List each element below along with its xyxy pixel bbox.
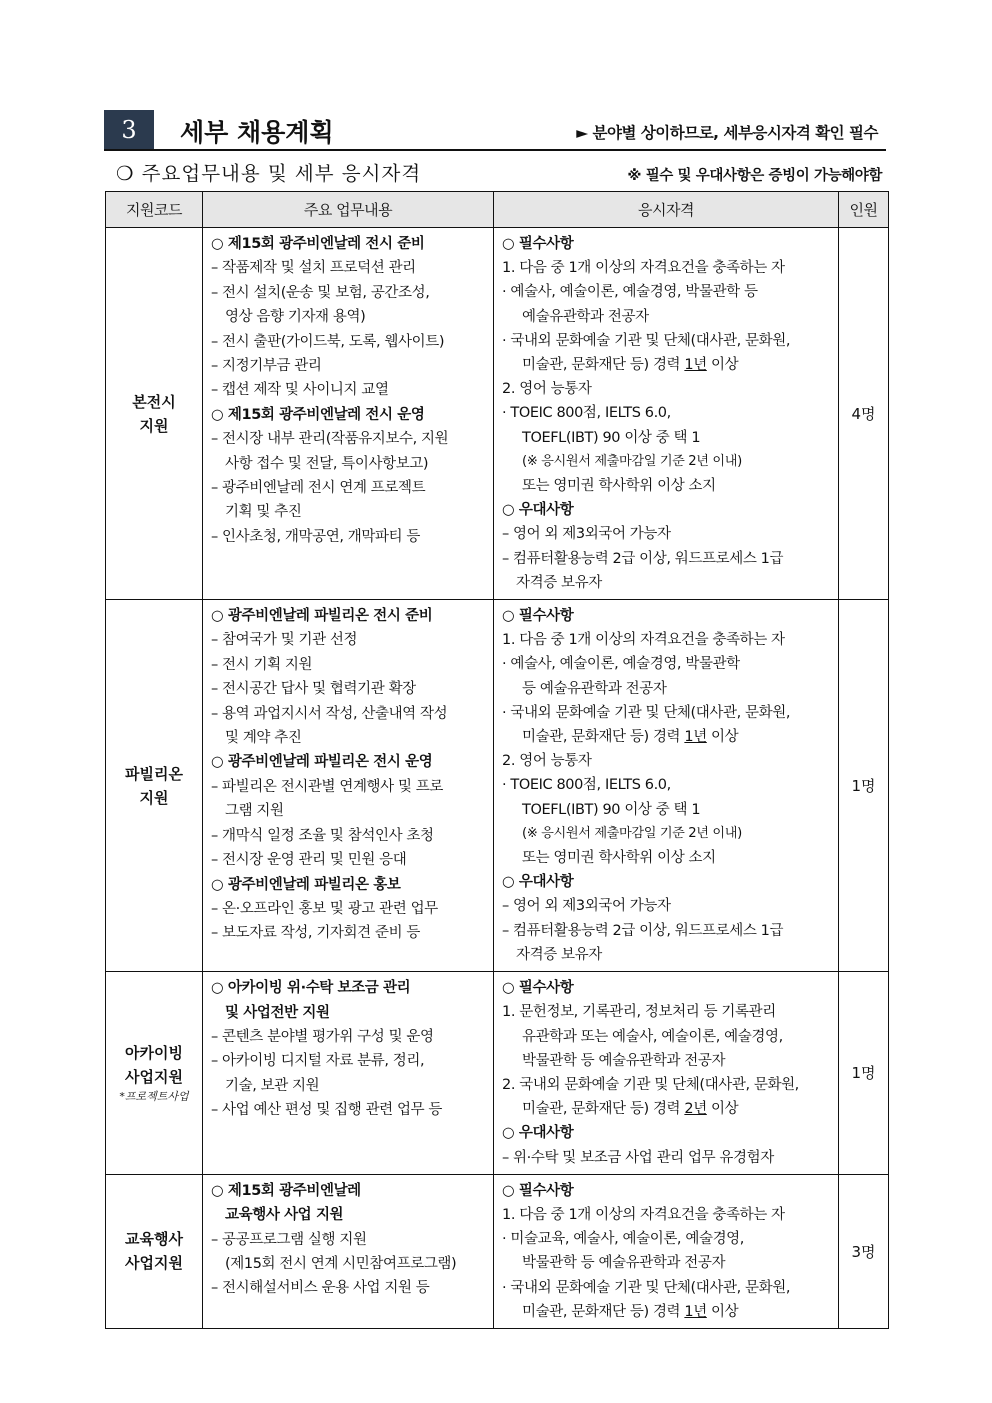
qual-line [502,725,834,749]
task-line [211,750,489,774]
col-header-tasks: 주요 업무내용 [203,192,494,228]
qual-line [502,919,834,943]
qual-line [502,401,834,425]
cell-tasks [203,600,494,972]
code-line: 아카이빙 [125,1043,183,1062]
line-text: – 용역 과업지시서 작성, 산출내역 작성 [211,705,448,722]
subsection-title: ❍ 주요업무내용 및 세부 응시자격 [116,162,422,185]
line-text: 및 계약 추진 [225,730,302,747]
code-line: 본전시 [132,392,176,411]
task-line [211,921,489,945]
line-text: 2. 영어 능통자 [502,753,592,770]
line-text: ○ 필수사항 [502,980,574,997]
qual-line [502,571,834,595]
line-text: 예술유관학과 전공자 [522,308,649,325]
qual-line [502,353,834,377]
line-text: 유관학과 또는 예술사, 예술이론, 예술경영, [522,1028,783,1045]
line-text: 박물관학 등 예술유관학과 전공자 [522,1255,726,1272]
task-line [211,824,489,848]
line-text: – 전시장 운영 관리 및 민원 응대 [211,852,407,869]
task-line [211,1203,489,1227]
line-text: – 전시장 내부 관리(작품유지보수, 지원 [211,431,449,448]
code-note: *프로젝트사업 [119,1089,189,1103]
task-line [211,726,489,750]
qual-line [502,677,834,701]
section-note: ► 분야별 상이하므로, 세부응시자격 확인 필수 [576,124,878,142]
task-line [211,775,489,799]
qual-line [502,377,834,401]
table-header-row [106,192,889,228]
task-line [211,873,489,897]
line-text: – 컴퓨터활용능력 2급 이상, 워드프로세스 1급 [502,922,784,939]
line-text: · 미술교육, 예술사, 예술이론, 예술경영, [502,1231,744,1248]
line-text: (※ 응시원서 제출마감일 기준 2년 이내) [522,453,742,469]
task-line [211,427,489,451]
line-text: 영상 음향 기자재 용역) [225,309,366,326]
task-line [211,232,489,256]
cell-tasks [203,228,494,600]
table-row [106,600,889,972]
line-text: – 지정기부금 관리 [211,358,322,375]
line-text: · 예술사, 예술이론, 예술경영, 박물관학 등 [502,284,758,301]
qual-line [502,749,834,773]
line-text: 미술관, 문화재단 등) 경력 [522,357,685,374]
line-text: 1. 다음 중 1개 이상의 자격요건을 충족하는 자 [502,632,785,649]
line-text-after: 이상 [706,1303,739,1320]
line-text: · TOEIC 800점, IELTS 6.0, [502,777,671,794]
qual-line [502,232,834,256]
line-text: – 참여국가 및 기관 선정 [211,632,358,649]
task-line [211,354,489,378]
line-text: – 전시 출판(가이드북, 도록, 웹사이트) [211,333,445,350]
line-text: 사항 접수 및 전달, 특이사항보고) [225,455,429,472]
qual-line [502,701,834,725]
task-line [211,677,489,701]
section-header [104,107,886,151]
line-text: – 전시 기획 지원 [211,656,313,673]
subsection-note: ※ 필수 및 우대사항은 증빙이 가능해야함 [627,168,882,184]
underlined-years: 1년 [684,357,707,374]
line-text: – 파빌리온 전시관별 연계행사 및 프로 [211,778,443,795]
task-line [211,525,489,549]
task-line [211,604,489,628]
qual-line [502,1203,834,1227]
line-text-after: 이상 [706,1101,739,1118]
qual-line [502,894,834,918]
cell-qualifications [494,1174,839,1328]
col-header-count: 인원 [839,192,889,228]
qual-line [502,652,834,676]
line-text: – 캡션 제작 및 사이니지 교열 [211,382,389,399]
line-text: ○ 우대사항 [502,502,574,519]
qual-line [502,870,834,894]
col-header-code: 지원코드 [106,192,203,228]
code-line: 교육행사 [125,1230,183,1249]
task-line [211,897,489,921]
task-line [211,1001,489,1025]
cell-tasks [203,972,494,1175]
task-line [211,330,489,354]
task-line [211,281,489,305]
qual-line [502,1179,834,1203]
qual-line [502,474,834,498]
line-text: 자격증 보유자 [516,946,602,963]
code-line: 사업지원 [125,1254,183,1273]
line-text: – 전시공간 답사 및 협력기관 확장 [211,681,416,698]
line-text: 기술, 보관 지원 [225,1077,320,1094]
qual-line [502,522,834,546]
line-text: (제15회 전시 연계 시민참여프로그램) [225,1255,457,1272]
underlined-years: 2년 [684,1101,707,1118]
line-text: 및 사업전반 지원 [225,1004,330,1021]
task-line [211,1228,489,1252]
task-line [211,378,489,402]
line-text: – 영어 외 제3외국어 가능자 [502,526,671,543]
line-text: – 영어 외 제3외국어 가능자 [502,898,671,915]
qual-line [502,798,834,822]
cell-qualifications [494,972,839,1175]
qual-line [502,329,834,353]
line-text: ○ 우대사항 [502,874,574,891]
line-text: ○ 필수사항 [502,236,574,252]
cell-code [106,228,203,600]
code-line: 지원 [139,416,169,435]
qual-line [502,1025,834,1049]
task-line [211,628,489,652]
recruitment-table [105,191,889,1329]
qual-line [502,450,834,474]
line-text: – 개막식 일정 조율 및 참석인사 초청 [211,827,434,844]
task-line [211,653,489,677]
line-text: 기획 및 추진 [225,504,302,521]
line-text: ○ 제15회 광주비엔날레 전시 준비 [211,236,425,252]
task-line [211,1074,489,1098]
cell-qualifications [494,600,839,972]
qual-line [502,498,834,522]
line-text-after: 이상 [706,357,739,374]
line-text: 1. 다음 중 1개 이상의 자격요건을 충족하는 자 [502,260,785,277]
line-text: 1. 문헌정보, 기록관리, 정보처리 등 기록관리 [502,1004,776,1021]
line-text: – 보도자료 작성, 기자회견 준비 등 [211,925,420,942]
line-text: 교육행사 사업 지원 [225,1207,344,1224]
line-text: – 사업 예산 편성 및 집행 관련 업무 등 [211,1102,443,1119]
table-row [106,228,889,600]
line-text: TOEFL(IBT) 90 이상 중 택 1 [522,801,701,818]
line-text: – 위·수탁 및 보조금 사업 관리 업무 유경험자 [502,1149,774,1166]
task-line [211,976,489,1000]
cell-tasks [203,1174,494,1328]
line-text: 자격증 보유자 [516,574,602,591]
line-text: 등 예술유관학과 전공자 [522,680,667,697]
cell-qualifications [494,228,839,600]
qual-line [502,1227,834,1251]
task-line [211,1049,489,1073]
line-text: 1. 다음 중 1개 이상의 자격요건을 충족하는 자 [502,1206,785,1223]
task-line [211,256,489,280]
task-line [211,305,489,329]
line-text: – 인사초청, 개막공연, 개막파티 등 [211,528,420,545]
line-text: (※ 응시원서 제출마감일 기준 2년 이내) [522,825,742,841]
underlined-years: 1년 [684,1303,707,1320]
line-text: 미술관, 문화재단 등) 경력 [522,729,685,746]
line-text: ○ 우대사항 [502,1125,574,1142]
cell-headcount: 1명 [839,972,889,1175]
qual-line [502,1000,834,1024]
task-line [211,702,489,726]
qual-line [502,305,834,329]
cell-headcount: 3명 [839,1174,889,1328]
line-text: – 컴퓨터활용능력 2급 이상, 워드프로세스 1급 [502,550,784,567]
task-line [211,500,489,524]
line-text: – 아카이빙 디지털 자료 분류, 정리, [211,1053,425,1070]
line-text: · 국내외 문화예술 기관 및 단체(대사관, 문화원, [502,332,791,349]
qual-line [502,1251,834,1275]
qual-line [502,628,834,652]
task-line [211,1098,489,1122]
qual-line [502,256,834,280]
code-line: 사업지원 [125,1067,183,1086]
code-line: 지원 [139,788,169,807]
table-row [106,972,889,1175]
line-text: – 광주비엔날레 전시 연계 프로젝트 [211,480,426,497]
cell-code [106,1174,203,1328]
line-text: 2. 국내외 문화예술 기관 및 단체(대사관, 문화원, [502,1076,799,1093]
qual-line [502,426,834,450]
underlined-years: 1년 [684,729,707,746]
qual-line [502,943,834,967]
qual-line [502,822,834,846]
code-line: 파빌리온 [125,764,183,783]
cell-code [106,600,203,972]
qual-line [502,280,834,304]
qual-line [502,976,834,1000]
line-text: ○ 아카이빙 위·수탁 보조금 관리 [211,980,411,997]
qual-line [502,1276,834,1300]
line-text: · 국내외 문화예술 기관 및 단체(대사관, 문화원, [502,1279,791,1296]
qual-line [502,773,834,797]
line-text: · TOEIC 800점, IELTS 6.0, [502,405,671,422]
line-text: – 공공프로그램 실행 지원 [211,1231,367,1248]
line-text: – 전시해설서비스 운용 사업 지원 등 [211,1280,430,1297]
task-line [211,476,489,500]
line-text: 또는 영미권 학사학위 이상 소지 [522,850,716,867]
task-line [211,403,489,427]
task-line [211,799,489,823]
line-text: · 국내외 문화예술 기관 및 단체(대사관, 문화원, [502,704,791,721]
task-line [211,1252,489,1276]
line-text: 그램 지원 [225,803,284,820]
cell-headcount: 4명 [839,228,889,600]
line-text: – 콘텐츠 분야별 평가위 구성 및 운영 [211,1028,434,1045]
cell-headcount: 1명 [839,600,889,972]
line-text: TOEFL(IBT) 90 이상 중 택 1 [522,429,701,446]
task-line [211,1276,489,1300]
line-text: ○ 필수사항 [502,1182,574,1199]
line-text: ○ 광주비엔날레 파빌리온 홍보 [211,876,401,893]
qual-line [502,1121,834,1145]
line-text: 또는 영미권 학사학위 이상 소지 [522,478,716,495]
task-line [211,452,489,476]
qual-line [502,1073,834,1097]
table-row [106,1174,889,1328]
line-text: ○ 광주비엔날레 파빌리온 전시 운영 [211,754,433,771]
header-divider [104,149,886,151]
line-text: 미술관, 문화재단 등) 경력 [522,1303,685,1320]
line-text-after: 이상 [706,729,739,746]
qual-line [502,1097,834,1121]
section-title: 세부 채용계획 [180,118,334,147]
line-text: ○ 제15회 광주비엔날레 전시 운영 [211,406,425,423]
line-text: · 예술사, 예술이론, 예술경영, 박물관학 [502,656,740,673]
col-header-quals: 응시자격 [494,192,839,228]
line-text: 박물관학 등 예술유관학과 전공자 [522,1052,726,1069]
qual-line [502,547,834,571]
line-text: ○ 필수사항 [502,608,574,625]
qual-line [502,1146,834,1170]
qual-line [502,846,834,870]
line-text: ○ 광주비엔날레 파빌리온 전시 준비 [211,608,433,625]
line-text: – 전시 설치(운송 및 보험, 공간조성, [211,284,430,301]
qual-line [502,604,834,628]
section-number: 3 [104,110,154,150]
line-text: – 온·오프라인 홍보 및 광고 관련 업무 [211,900,438,917]
line-text: 미술관, 문화재단 등) 경력 [522,1101,685,1118]
line-text: 2. 영어 능통자 [502,381,592,398]
line-text: – 작품제작 및 설치 프로덕션 관리 [211,260,416,277]
task-line [211,1179,489,1203]
task-line [211,1025,489,1049]
qual-line [502,1300,834,1324]
cell-code [106,972,203,1175]
line-text: ○ 제15회 광주비엔날레 [211,1182,361,1199]
task-line [211,848,489,872]
qual-line [502,1049,834,1073]
